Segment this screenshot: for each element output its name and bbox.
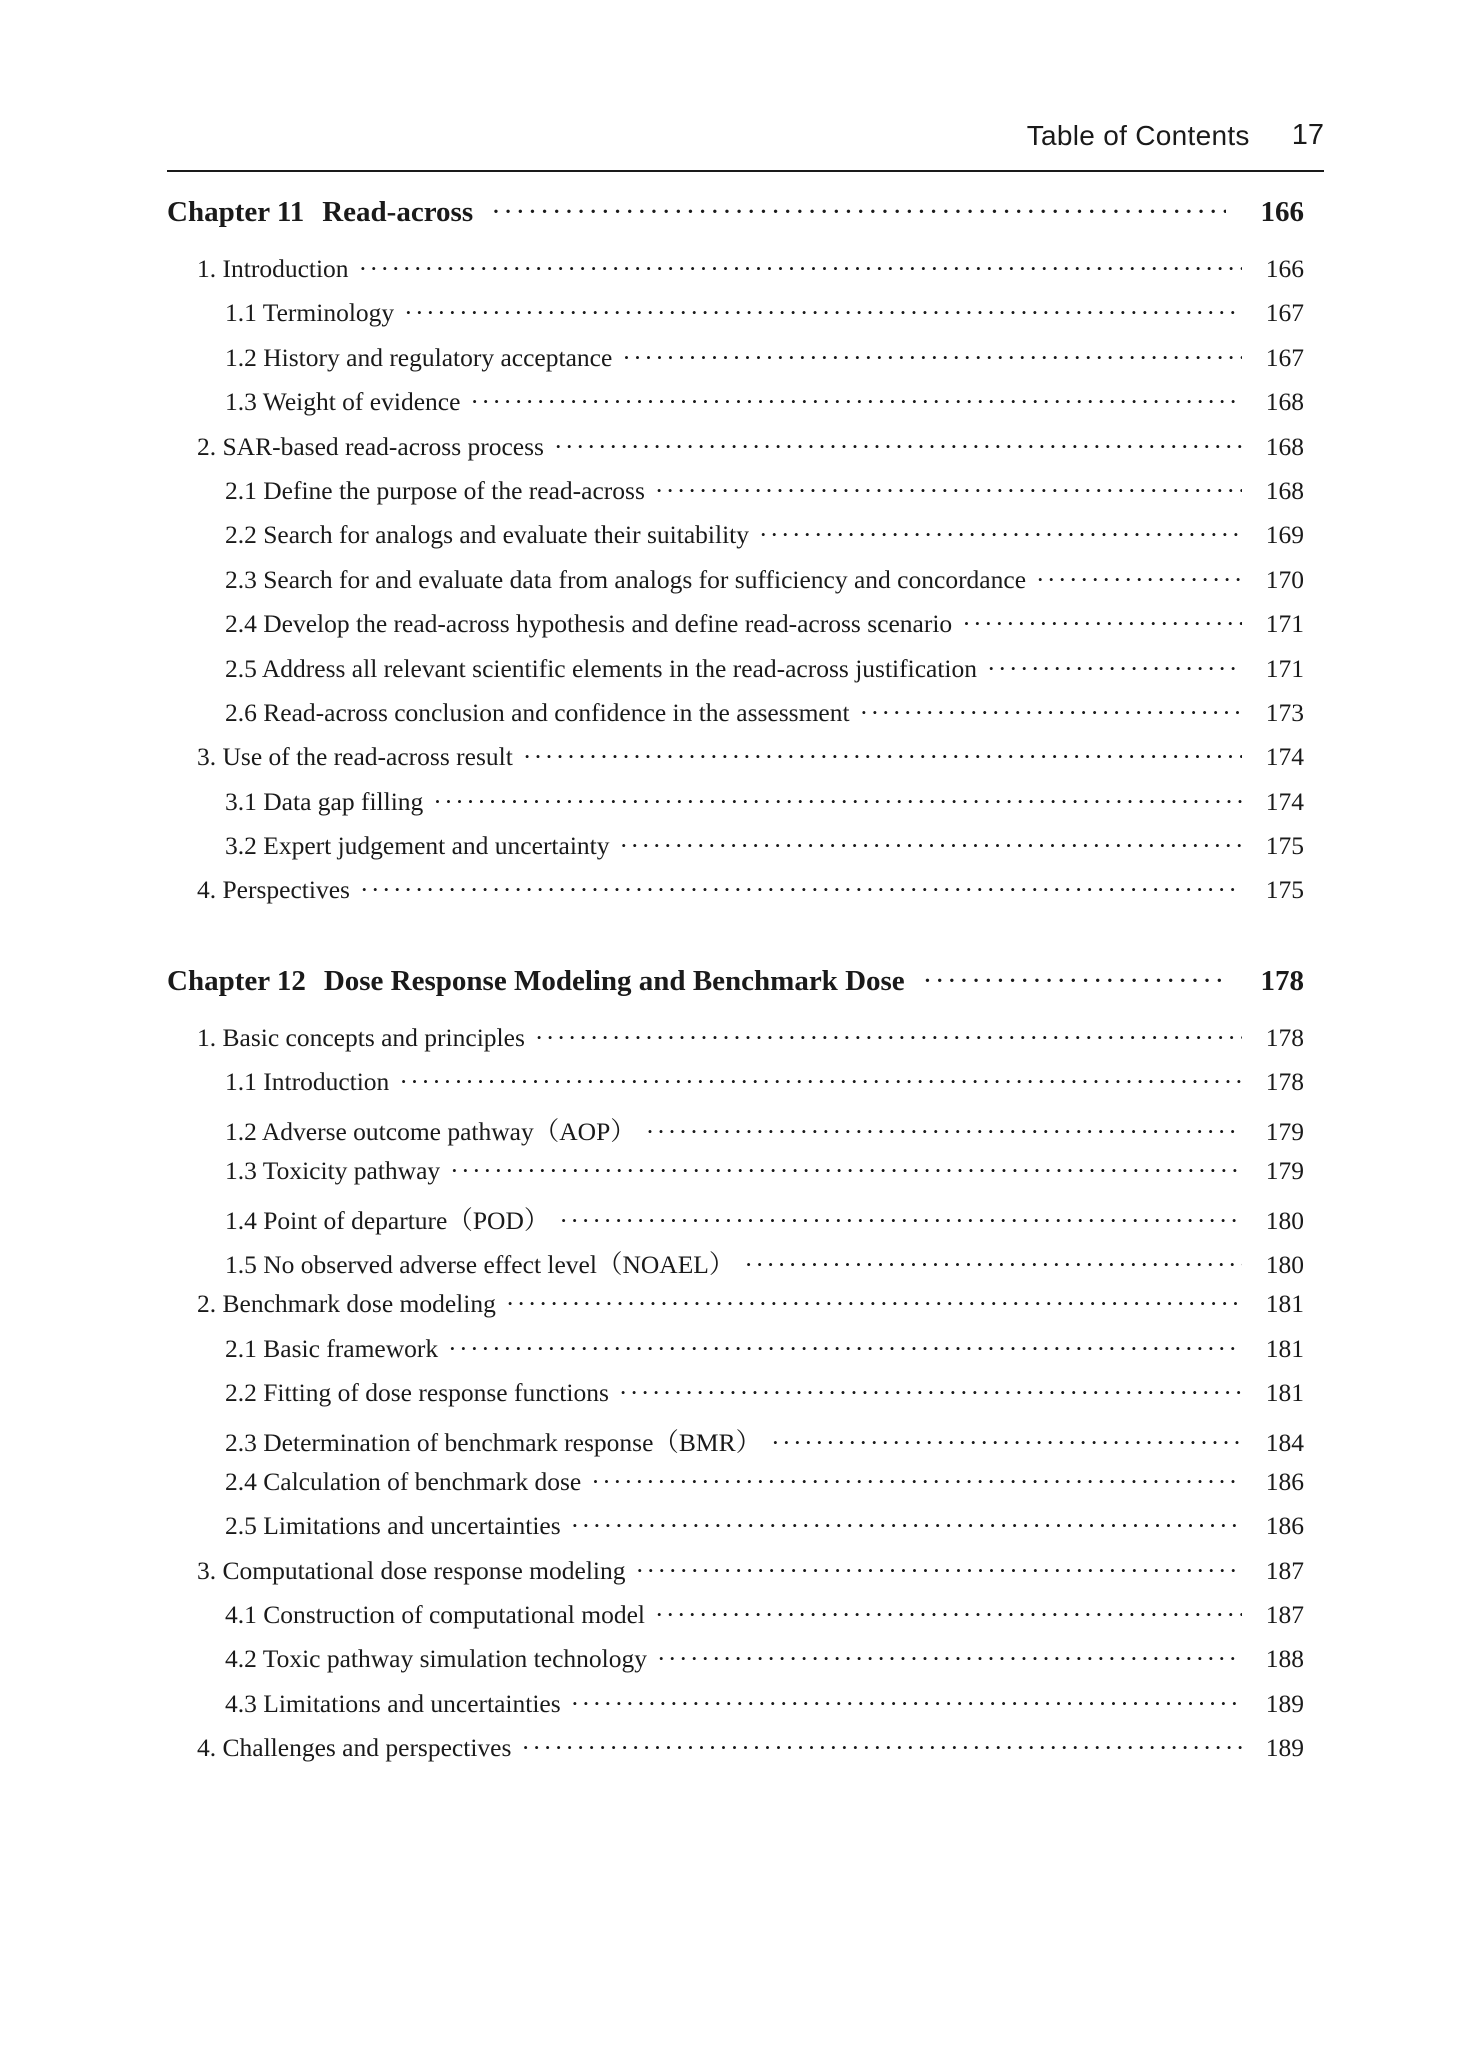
toc-entry[interactable] (167, 343, 1304, 387)
dot-leader (399, 1067, 1242, 1097)
toc-entry[interactable] (167, 1467, 1304, 1511)
chapter-11 (167, 196, 1304, 920)
dot-leader (635, 1556, 1242, 1586)
entry-label: 3. Use of the read-across result (197, 742, 513, 772)
toc-entry[interactable] (167, 476, 1304, 520)
toc-entry[interactable] (167, 254, 1304, 298)
toc-entry[interactable] (167, 1556, 1304, 1600)
entry-label: 2.5 Address all relevant scientific elements in the read-across justification (225, 653, 978, 683)
toc-entry[interactable] (167, 831, 1304, 875)
dot-leader (521, 1733, 1242, 1763)
dot-leader (450, 1156, 1242, 1186)
dot-leader (523, 742, 1242, 772)
entry-page: 179 (1265, 1156, 1304, 1186)
dot-leader (433, 787, 1242, 817)
dot-leader (404, 298, 1242, 328)
entry-label: 1.2 Adverse outcome pathway（AOP） (225, 1116, 636, 1146)
entry-page: 175 (1265, 831, 1304, 861)
entry-page: 175 (1265, 875, 1304, 905)
entry-page: 187 (1265, 1555, 1304, 1585)
chapter-title (167, 196, 473, 229)
entry-page: 167 (1265, 342, 1304, 372)
dot-leader (591, 1467, 1242, 1497)
dot-leader (1036, 565, 1242, 595)
toc-entry[interactable] (167, 1423, 1304, 1467)
toc-entry[interactable] (167, 298, 1304, 342)
entry-page: 180 (1265, 1249, 1304, 1279)
entry-label: 1. Introduction (197, 254, 349, 283)
toc-entry[interactable] (167, 1378, 1304, 1422)
dot-leader (559, 1206, 1242, 1236)
dot-leader (620, 831, 1242, 861)
entry-page: 170 (1265, 564, 1304, 594)
entry-label: 4. Challenges and perspectives (197, 1733, 512, 1763)
entry-page: 181 (1265, 1378, 1304, 1408)
chapter-page: 166 (1260, 196, 1304, 228)
entry-label: 1.3 Weight of evidence (225, 387, 461, 417)
entry-page: 178 (1265, 1067, 1304, 1097)
toc-entry[interactable] (167, 742, 1304, 786)
entry-label: 2.3 Determination of benchmark response（BMR） (225, 1427, 762, 1457)
dot-leader (655, 1600, 1242, 1630)
entry-label: 1.5 No observed adverse effect level（NOAEL） (225, 1249, 735, 1279)
entry-label: 4.1 Construction of computational model (225, 1600, 645, 1630)
entry-page: 168 (1265, 431, 1304, 461)
entry-label: 3. Computational dose response modeling (197, 1555, 626, 1585)
toc-entry[interactable] (167, 1201, 1304, 1245)
toc-entry[interactable] (167, 387, 1304, 431)
entry-page: 174 (1265, 742, 1304, 772)
toc-entry[interactable] (167, 654, 1304, 698)
chapter-page: 178 (1260, 965, 1304, 997)
entry-label: 2. Benchmark dose modeling (197, 1289, 496, 1319)
entry-label: 4.3 Limitations and uncertainties (225, 1688, 561, 1718)
toc-entry[interactable] (167, 1067, 1304, 1111)
toc-entry[interactable] (167, 698, 1304, 742)
header-title: Table of Contents (1026, 120, 1250, 151)
chapter-entries (167, 1023, 1304, 1778)
entry-page: 187 (1265, 1600, 1304, 1630)
entry-label: 2.2 Fitting of dose response functions (225, 1378, 609, 1408)
chapter-number: Chapter 11 (167, 196, 305, 228)
entry-page: 189 (1265, 1733, 1304, 1763)
dot-leader (359, 254, 1242, 284)
toc-entry[interactable] (167, 1644, 1304, 1688)
entry-page: 186 (1265, 1466, 1304, 1496)
toc-entry[interactable] (167, 1289, 1304, 1333)
chapter-name: Dose Response Modeling and Benchmark Dose (323, 965, 905, 997)
entry-label: 1.4 Point of departure（POD） (225, 1205, 550, 1235)
entry-label: 2.4 Calculation of benchmark dose (225, 1466, 582, 1496)
dot-leader (771, 1428, 1242, 1458)
entry-page: 188 (1265, 1644, 1304, 1674)
entry-page: 173 (1265, 697, 1304, 727)
chapter-name: Read-across (322, 196, 474, 228)
dot-leader (923, 965, 1226, 998)
chapter-title (167, 965, 905, 998)
entry-label: 2.4 Develop the read-across hypothesis and define read-across scenario (225, 609, 953, 639)
entry-page: 181 (1265, 1289, 1304, 1319)
entry-page: 180 (1265, 1205, 1304, 1235)
dot-leader (535, 1023, 1242, 1053)
entry-page: 174 (1265, 786, 1304, 816)
entry-label: 2.6 Read-across conclusion and confidence in the assessment (225, 697, 850, 727)
entry-page: 171 (1265, 653, 1304, 683)
toc-entry[interactable] (167, 609, 1304, 653)
entry-page: 169 (1265, 520, 1304, 550)
dot-leader (470, 387, 1242, 417)
toc-entry[interactable] (167, 432, 1304, 476)
entry-page: 186 (1265, 1511, 1304, 1541)
dot-leader (655, 476, 1242, 506)
toc-entry[interactable] (167, 520, 1304, 564)
toc-entry[interactable] (167, 1334, 1304, 1378)
dot-leader (448, 1334, 1242, 1364)
toc-entry[interactable] (167, 1511, 1304, 1555)
entry-label: 2.2 Search for analogs and evaluate their suitability (225, 520, 749, 550)
entry-page: 168 (1265, 475, 1304, 505)
toc-entry[interactable] (167, 1689, 1304, 1733)
dot-leader (491, 196, 1226, 229)
dot-leader (759, 520, 1242, 550)
entry-page: 178 (1265, 1023, 1304, 1052)
toc-entry[interactable] (167, 1112, 1304, 1156)
dot-leader (571, 1689, 1242, 1719)
dot-leader (987, 654, 1242, 684)
toc-entry[interactable] (167, 565, 1304, 609)
dot-leader (622, 343, 1242, 373)
entry-label: 1.1 Introduction (225, 1067, 390, 1097)
entry-page: 166 (1265, 254, 1304, 283)
dot-leader (744, 1250, 1242, 1280)
entry-label: 2. SAR-based read-across process (197, 431, 544, 461)
dot-leader (360, 875, 1242, 905)
entry-page: 168 (1265, 387, 1304, 417)
running-header (167, 116, 1324, 172)
chapter-number: Chapter 12 (167, 965, 306, 997)
toc-entry[interactable] (167, 1156, 1304, 1200)
toc-entry[interactable] (167, 1245, 1304, 1289)
dot-leader (506, 1289, 1242, 1319)
entry-label: 2.5 Limitations and uncertainties (225, 1511, 561, 1541)
chapter-12 (167, 965, 1304, 1778)
entry-page: 184 (1265, 1427, 1304, 1457)
entry-label: 2.3 Search for and evaluate data from analogs for sufficiency and concordance (225, 564, 1027, 594)
entry-label: 2.1 Basic framework (225, 1333, 439, 1363)
toc-entry[interactable] (167, 1600, 1304, 1644)
entry-label: 2.1 Define the purpose of the read-across (225, 475, 645, 505)
dot-leader (962, 609, 1242, 639)
entry-label: 3.1 Data gap filling (225, 786, 424, 816)
toc-entry[interactable] (167, 875, 1304, 919)
toc-entry[interactable] (167, 1023, 1304, 1067)
dot-leader (646, 1117, 1242, 1147)
toc-entry[interactable] (167, 787, 1304, 831)
dot-leader (860, 698, 1242, 728)
entry-label: 1.1 Terminology (225, 298, 395, 328)
dot-leader (657, 1644, 1242, 1674)
entry-page: 179 (1265, 1116, 1304, 1146)
entry-page: 189 (1265, 1688, 1304, 1718)
chapter-heading[interactable] (167, 196, 1304, 254)
entry-label: 3.2 Expert judgement and uncertainty (225, 831, 610, 861)
entry-label: 1.2 History and regulatory acceptance (225, 342, 613, 372)
entry-label: 4.2 Toxic pathway simulation technology (225, 1644, 647, 1674)
dot-leader (571, 1511, 1242, 1541)
entry-page: 181 (1265, 1333, 1304, 1363)
chapter-heading[interactable] (167, 965, 1304, 1023)
header-page-number: 17 (1291, 119, 1324, 151)
dot-leader (554, 432, 1242, 462)
dot-leader (619, 1378, 1242, 1408)
chapter-entries (167, 254, 1304, 920)
entry-label: 4. Perspectives (197, 875, 350, 905)
entry-label: 1. Basic concepts and principles (197, 1023, 525, 1052)
entry-label: 1.3 Toxicity pathway (225, 1156, 441, 1186)
entry-page: 171 (1265, 609, 1304, 639)
toc-entry[interactable] (167, 1733, 1304, 1777)
entry-page: 167 (1265, 298, 1304, 328)
